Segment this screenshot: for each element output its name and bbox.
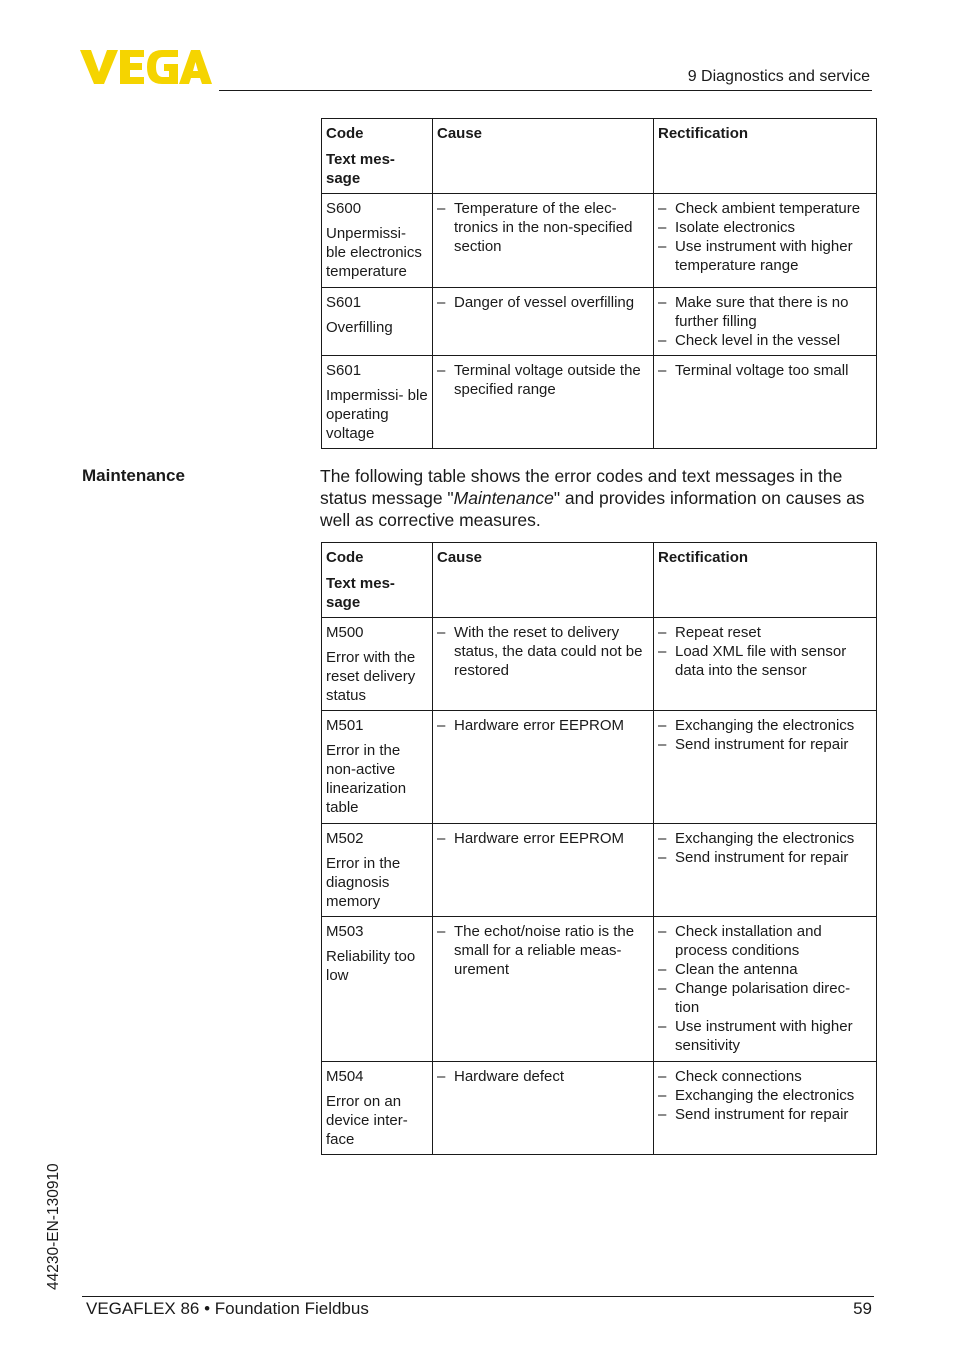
cause-item: – The echot/noise ratio is the small for a reliable meas- urement xyxy=(437,922,650,979)
rectification-cell xyxy=(654,618,877,711)
header-rule xyxy=(219,90,872,91)
rectification-item: – Check installation and process conditions xyxy=(658,922,873,960)
cause-cell xyxy=(433,618,654,711)
error-code: M502 xyxy=(326,830,364,847)
vega-logo xyxy=(80,50,212,84)
rectification-item: – Exchanging the electronics xyxy=(658,716,873,735)
cause-cell xyxy=(433,824,654,917)
header-rectification: Rectification xyxy=(654,543,877,618)
error-text: Error with the reset delivery status xyxy=(326,649,416,704)
maintenance-intro xyxy=(320,465,872,531)
intro-emphasis: Maintenance xyxy=(453,488,554,508)
code-cell xyxy=(322,1062,433,1155)
cause-item: – Terminal voltage outside the specified range xyxy=(437,361,650,399)
error-text: Impermissi- ble operating voltage xyxy=(326,387,428,442)
code-cell xyxy=(322,711,433,824)
error-text: Unpermissi- ble electronics temperature xyxy=(326,225,422,280)
diagnostics-table-1 xyxy=(321,118,877,449)
rectification-item: – Exchanging the electronics xyxy=(658,1086,873,1105)
cause-item: – Hardware error EEPROM xyxy=(437,716,650,735)
chapter-title: 9 Diagnostics and service xyxy=(687,68,870,85)
rectification-cell xyxy=(654,1062,877,1155)
intro-text-end: " and provides information on causes as well as corrective measures. xyxy=(320,488,865,530)
cause-cell xyxy=(433,288,654,356)
rectification-item: – Terminal voltage too small xyxy=(658,361,873,380)
table-header-row xyxy=(322,119,877,194)
table-row xyxy=(322,824,877,917)
error-code: S601 xyxy=(326,362,362,379)
table-row xyxy=(322,194,877,288)
header-code: Code xyxy=(326,549,364,566)
code-cell xyxy=(322,288,433,356)
rectification-item: – Use instrument with higher temperature range xyxy=(658,237,873,275)
section-heading-maintenance: Maintenance xyxy=(82,466,185,485)
table-row xyxy=(322,1062,877,1155)
rectification-cell xyxy=(654,824,877,917)
header-code-cell xyxy=(322,543,433,618)
footer-rule xyxy=(82,1296,874,1297)
error-code: M503 xyxy=(326,923,364,940)
cause-item: – Danger of vessel overfilling xyxy=(437,293,650,312)
rectification-item: – Repeat reset xyxy=(658,623,873,642)
cause-item: – Hardware error EEPROM xyxy=(437,829,650,848)
code-cell xyxy=(322,356,433,449)
code-cell xyxy=(322,618,433,711)
cause-cell xyxy=(433,711,654,824)
cause-cell xyxy=(433,1062,654,1155)
cause-cell xyxy=(433,194,654,288)
rectification-cell xyxy=(654,288,877,356)
header-cause: Cause xyxy=(433,119,654,194)
rectification-item: – Check connections xyxy=(658,1067,873,1086)
error-code: S601 xyxy=(326,294,362,311)
header-text-message: Text mes- sage xyxy=(326,151,395,187)
footer-product-title: VEGAFLEX 86 • Foundation Fieldbus xyxy=(86,1299,369,1318)
table-row xyxy=(322,618,877,711)
error-text: Error in the non-active linearization table xyxy=(326,742,407,816)
cause-item: – With the reset to delivery status, the data could not be restored xyxy=(437,623,650,680)
document-id: 44230-EN-130910 xyxy=(45,1163,62,1290)
header-text-message: Text mes- sage xyxy=(326,575,395,611)
page-number: 59 xyxy=(853,1299,872,1318)
cause-cell xyxy=(433,917,654,1062)
rectification-item: – Use instrument with higher sensitivity xyxy=(658,1017,873,1055)
rectification-item: – Check level in the vessel xyxy=(658,331,873,350)
error-code: M500 xyxy=(326,624,364,641)
header-code: Code xyxy=(326,125,364,142)
cause-cell xyxy=(433,356,654,449)
code-cell xyxy=(322,194,433,288)
intro-text-start: The following table shows the error codes and text messages in the status message " xyxy=(320,466,843,508)
error-text: Overfilling xyxy=(326,319,393,336)
rectification-item: – Isolate electronics xyxy=(658,218,873,237)
error-text: Error in the diagnosis memory xyxy=(326,855,401,910)
rectification-cell xyxy=(654,194,877,288)
error-code: M501 xyxy=(326,717,364,734)
rectification-cell xyxy=(654,356,877,449)
table-row xyxy=(322,917,877,1062)
table-row xyxy=(322,356,877,449)
header-cause: Cause xyxy=(433,543,654,618)
diagnostics-table-maintenance xyxy=(321,542,877,1155)
table-row xyxy=(322,288,877,356)
error-code: S600 xyxy=(326,200,362,217)
rectification-item: – Make sure that there is no further filling xyxy=(658,293,873,331)
rectification-item: – Exchanging the electronics xyxy=(658,829,873,848)
code-cell xyxy=(322,917,433,1062)
rectification-cell xyxy=(654,711,877,824)
rectification-item: – Clean the antenna xyxy=(658,960,873,979)
cause-item: – Hardware defect xyxy=(437,1067,650,1086)
error-code: M504 xyxy=(326,1068,364,1085)
error-text: Error on an device inter- face xyxy=(326,1093,408,1148)
rectification-item: – Change polarisation direc- tion xyxy=(658,979,873,1017)
header-code-cell xyxy=(322,119,433,194)
header-rectification: Rectification xyxy=(654,119,877,194)
rectification-item: – Send instrument for repair xyxy=(658,848,873,867)
rectification-item: – Load XML file with sensor data into the sensor xyxy=(658,642,873,680)
rectification-item: – Send instrument for repair xyxy=(658,1105,873,1124)
cause-item: – Temperature of the elec- tronics in the non-specified section xyxy=(437,199,650,256)
rectification-item: – Send instrument for repair xyxy=(658,735,873,754)
rectification-cell xyxy=(654,917,877,1062)
code-cell xyxy=(322,824,433,917)
table-row xyxy=(322,711,877,824)
table-header-row xyxy=(322,543,877,618)
rectification-item: – Check ambient temperature xyxy=(658,199,873,218)
error-text: Reliability too low xyxy=(326,948,416,984)
